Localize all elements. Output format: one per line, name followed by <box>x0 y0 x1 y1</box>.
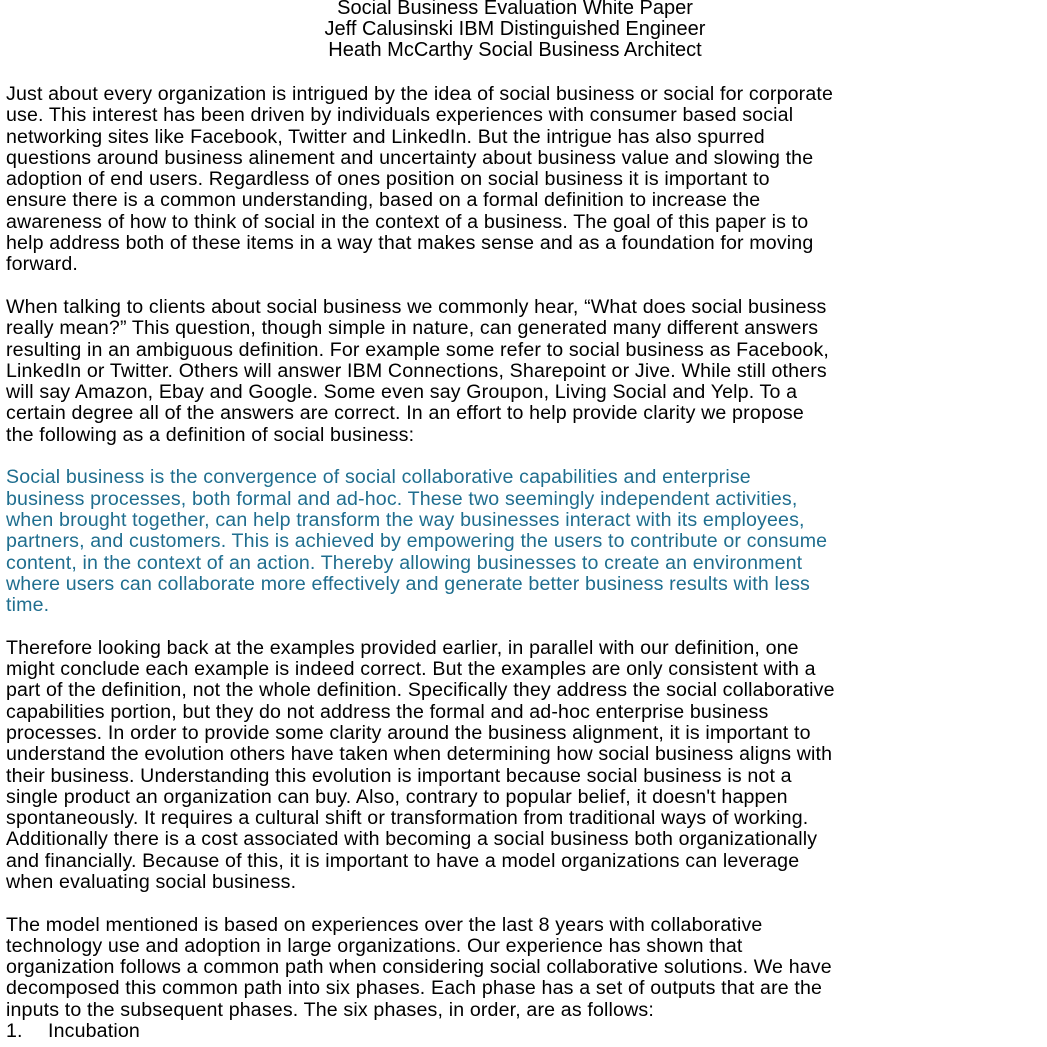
text-line: will say Amazon, Ebay and Google. Some even say Groupon, Living Social and Yelp. To a <box>6 381 798 404</box>
document-title: Social Business Evaluation White Paper <box>337 0 693 19</box>
text-line: where users can collaborate more effectively and generate better business results with less <box>6 572 810 595</box>
text-line: when brought together, can help transform the way businesses interact with its employees, <box>6 508 805 531</box>
document-body <box>6 84 1046 1042</box>
text-line: Additionally there is a cost associated with becoming a social business both organizationally <box>6 828 818 851</box>
list-number: 1. <box>6 1020 23 1043</box>
author-line-2: Heath McCarthy Social Business Architect <box>328 39 702 61</box>
text-line: forward. <box>6 253 78 276</box>
text-line: inputs to the subsequent phases. The six phases, in order, are as follows: <box>6 998 654 1021</box>
text-line: time. <box>6 594 50 617</box>
text-line: ensure there is a common understanding, based on a formal definition to increase the <box>6 189 761 212</box>
text-line: help address both of these items in a way that makes sense and as a foundation for moving <box>6 232 814 255</box>
list-item-label: Incubation <box>48 1020 140 1043</box>
text-line: organization follows a common path when considering social collaborative solutions. We have <box>6 956 832 979</box>
text-line: part of the definition, not the whole definition. Specifically they address the social collaborative <box>6 679 835 702</box>
text-line: and financially. Because of this, it is important to have a model organizations can leverage <box>6 849 800 872</box>
text-line: Social business is the convergence of social collaborative capabilities and enterprise <box>6 466 751 489</box>
text-line: processes. In order to provide some clarity around the business alignment, it is important to <box>6 721 811 744</box>
author-line-1: Jeff Calusinski IBM Distinguished Engineer <box>324 18 706 40</box>
text-line: really mean?” This question, though simple in nature, can generated many different answers <box>6 317 819 340</box>
paragraph-model <box>6 915 1046 1021</box>
paragraph-client-questions <box>6 297 1046 446</box>
text-line: When talking to clients about social business we commonly hear, “What does social business <box>6 295 827 318</box>
text-line: The model mentioned is based on experiences over the last 8 years with collaborative <box>6 913 763 936</box>
text-line: certain degree all of the answers are correct. In an effort to help provide clarity we propose <box>6 402 804 425</box>
text-line: LinkedIn or Twitter. Others will answer IBM Connections, Sharepoint or Jive. While still others <box>6 359 827 382</box>
text-line: Therefore looking back at the examples provided earlier, in parallel with our definition, one <box>6 636 799 659</box>
text-line: their business. Understanding this evolution is important because social business is not a <box>6 764 792 787</box>
text-line: awareness of how to think of social in the context of a business. The goal of this paper is to <box>6 210 809 233</box>
text-line: technology use and adoption in large organizations. Our experience has shown that <box>6 934 743 957</box>
text-line: networking sites like Facebook, Twitter and LinkedIn. But the intrigue has also spurred <box>6 125 765 148</box>
text-line: Just about every organization is intrigued by the idea of social business or social for corporate <box>6 83 834 105</box>
paragraph-introduction <box>6 84 1046 276</box>
text-line: might conclude each example is indeed correct. But the examples are only consistent with a <box>6 658 816 681</box>
text-line: use. This interest has been driven by individuals experiences with consumer based social <box>6 104 794 127</box>
document-header <box>0 0 1030 61</box>
text-line: questions around business alinement and uncertainty about business value and slowing the <box>6 146 814 169</box>
text-line: content, in the context of an action. Thereby allowing businesses to create an environment <box>6 551 803 574</box>
text-line: understand the evolution others have taken when determining how social business aligns with <box>6 743 833 766</box>
paragraph-definition <box>6 467 1046 616</box>
text-line: business processes, both formal and ad-hoc. These two seemingly independent activities, <box>6 487 798 510</box>
text-line: decomposed this common path into six phases. Each phase has a set of outputs that are the <box>6 977 823 1000</box>
text-line: when evaluating social business. <box>6 870 297 893</box>
text-line: single product an organization can buy. Also, contrary to popular belief, it doesn't happen <box>6 785 788 808</box>
list-item <box>6 1021 1046 1042</box>
text-line: adoption of end users. Regardless of ones position on social business it is important to <box>6 168 770 191</box>
text-line: partners, and customers. This is achieved by empowering the users to contribute or consume <box>6 530 828 553</box>
text-line: capabilities portion, but they do not address the formal and ad-hoc enterprise business <box>6 700 769 723</box>
paragraph-evolution <box>6 638 1046 894</box>
text-line: spontaneously. It requires a cultural shift or transformation from traditional ways of working. <box>6 807 809 830</box>
text-line: resulting in an ambiguous definition. For example some refer to social business as Facebook, <box>6 338 830 361</box>
text-line: the following as a definition of social business: <box>6 423 415 446</box>
